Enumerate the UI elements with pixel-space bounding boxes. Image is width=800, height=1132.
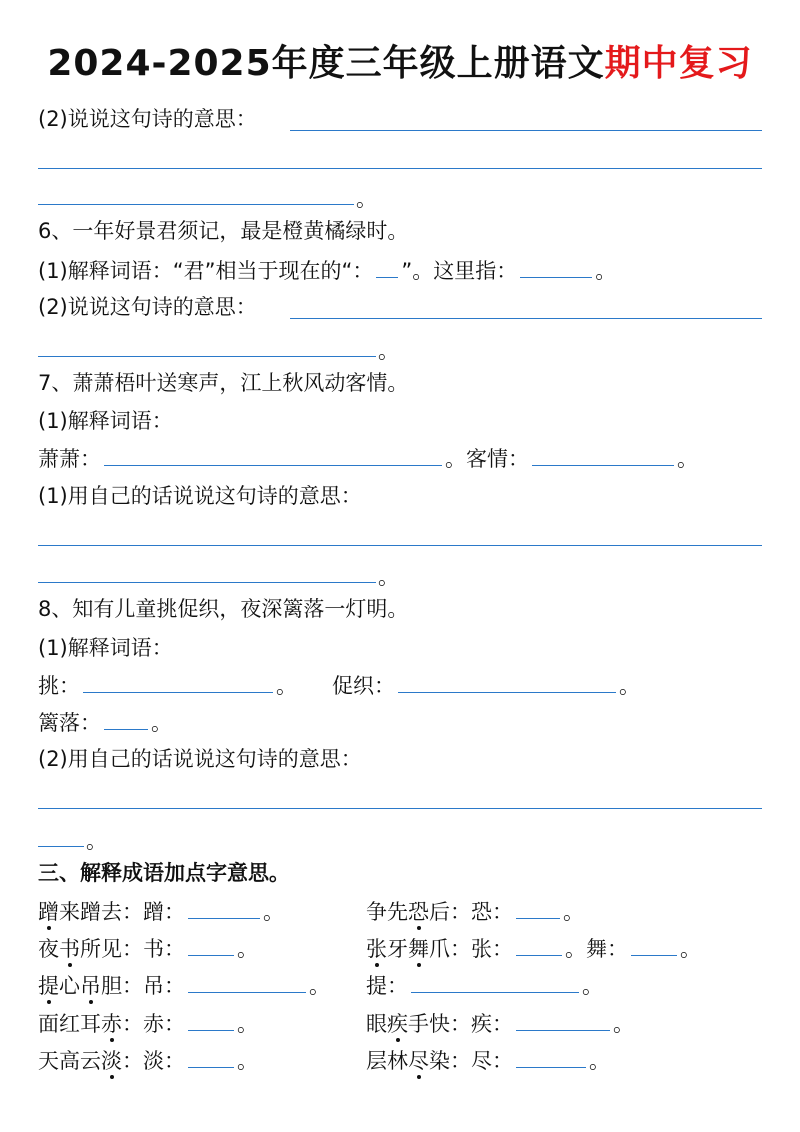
q8-poem: 8、知有儿童挑促织，夜深篱落一灯明。	[38, 597, 409, 621]
q7-poem: 7、萧萧梧叶送寒声，江上秋风动客情。	[38, 371, 409, 395]
idiom-row2-left: 夜书所见：书： 。	[38, 933, 258, 964]
q8-word-liluo: 篱落： 。	[38, 707, 172, 738]
idiom-row3-right: 提： 。	[366, 970, 603, 1001]
q8-answer-line-1[interactable]	[38, 808, 762, 809]
idiom-blank-chi[interactable]	[188, 1008, 234, 1031]
q7-answer-line-2[interactable]	[38, 582, 376, 583]
q6-blank-refers[interactable]	[520, 255, 592, 278]
q7-part2-label: (1)用自己的话说说这句诗的意思：	[38, 484, 362, 508]
idiom-row1-right: 争先恐后：恐： 。	[366, 896, 584, 927]
idiom-blank-dan[interactable]	[188, 1045, 234, 1068]
q6-answer-line-2[interactable]	[38, 356, 376, 357]
idiom-blank-jin[interactable]	[516, 1045, 586, 1068]
q7-words: 萧萧： 。客情： 。	[38, 443, 698, 474]
idiom-row4-right: 眼疾手快：疾： 。	[366, 1008, 634, 1039]
idiom-row3-left: 提心吊胆：吊： 。	[38, 970, 330, 1001]
q6-answer-line-1[interactable]	[290, 318, 762, 319]
q7-answer-line-1[interactable]	[38, 545, 762, 546]
q7-blank-xiaoxiao[interactable]	[104, 443, 442, 466]
q6-blank-jun[interactable]	[376, 255, 398, 278]
idiom-blank-shu[interactable]	[188, 933, 234, 956]
q8-word-cuzhi: 促织： 。	[332, 670, 640, 701]
q8-end-mark: 。	[86, 829, 107, 853]
q8-part1-label: (1)解释词语：	[38, 636, 173, 660]
q5-part2-label: (2)说说这句诗的意思：	[38, 107, 257, 131]
idiom-row5-left: 天高云淡：淡： 。	[38, 1045, 258, 1076]
q5-answer-line-1[interactable]	[290, 130, 762, 131]
idiom-blank-ceng[interactable]	[188, 896, 260, 919]
q8-part2-label: (2)用自己的话说说这句诗的意思：	[38, 747, 362, 771]
idiom-row5-right: 层林尽染：尽： 。	[366, 1045, 610, 1076]
q6-part2-label: (2)说说这句诗的意思：	[38, 295, 257, 319]
q7-part1-label: (1)解释词语：	[38, 409, 173, 433]
idiom-blank-kong[interactable]	[516, 896, 560, 919]
q5-answer-line-3[interactable]	[38, 204, 354, 205]
idiom-blank-zhang[interactable]	[516, 933, 562, 956]
q8-answer-line-2[interactable]	[38, 846, 84, 847]
q8-word-tiao: 挑： 。	[38, 670, 297, 701]
q8-blank-tiao[interactable]	[83, 670, 273, 693]
title-highlight: 期中复习	[604, 43, 753, 84]
q8-blank-liluo[interactable]	[104, 707, 148, 730]
idiom-blank-ti[interactable]	[411, 970, 579, 993]
q6-poem: 6、一年好景君须记，最是橙黄橘绿时。	[38, 219, 409, 243]
idiom-blank-wu[interactable]	[631, 933, 677, 956]
idiom-blank-diao[interactable]	[188, 970, 306, 993]
idiom-row1-left: 蹭来蹭去：蹭： 。	[38, 896, 284, 927]
q6-part1: (1)解释词语：“君”相当于现在的“： ”。这里指： 。	[38, 255, 616, 286]
section3-heading: 三、解释成语加点字意思。	[38, 861, 290, 885]
idiom-row2-right: 张牙舞爪：张： 。舞： 。	[366, 933, 701, 964]
idiom-blank-ji[interactable]	[516, 1008, 610, 1031]
q7-end-mark: 。	[378, 565, 399, 589]
q5-end-mark: 。	[356, 187, 377, 211]
idiom-row4-left: 面红耳赤：赤： 。	[38, 1008, 258, 1039]
q8-blank-cuzhi[interactable]	[398, 670, 616, 693]
q6-end-mark: 。	[378, 339, 399, 363]
q5-answer-line-2[interactable]	[38, 168, 762, 169]
page-title	[0, 40, 800, 88]
q7-blank-keqing[interactable]	[532, 443, 674, 466]
title-main: 2024-2025年度三年级上册语文	[47, 43, 605, 84]
